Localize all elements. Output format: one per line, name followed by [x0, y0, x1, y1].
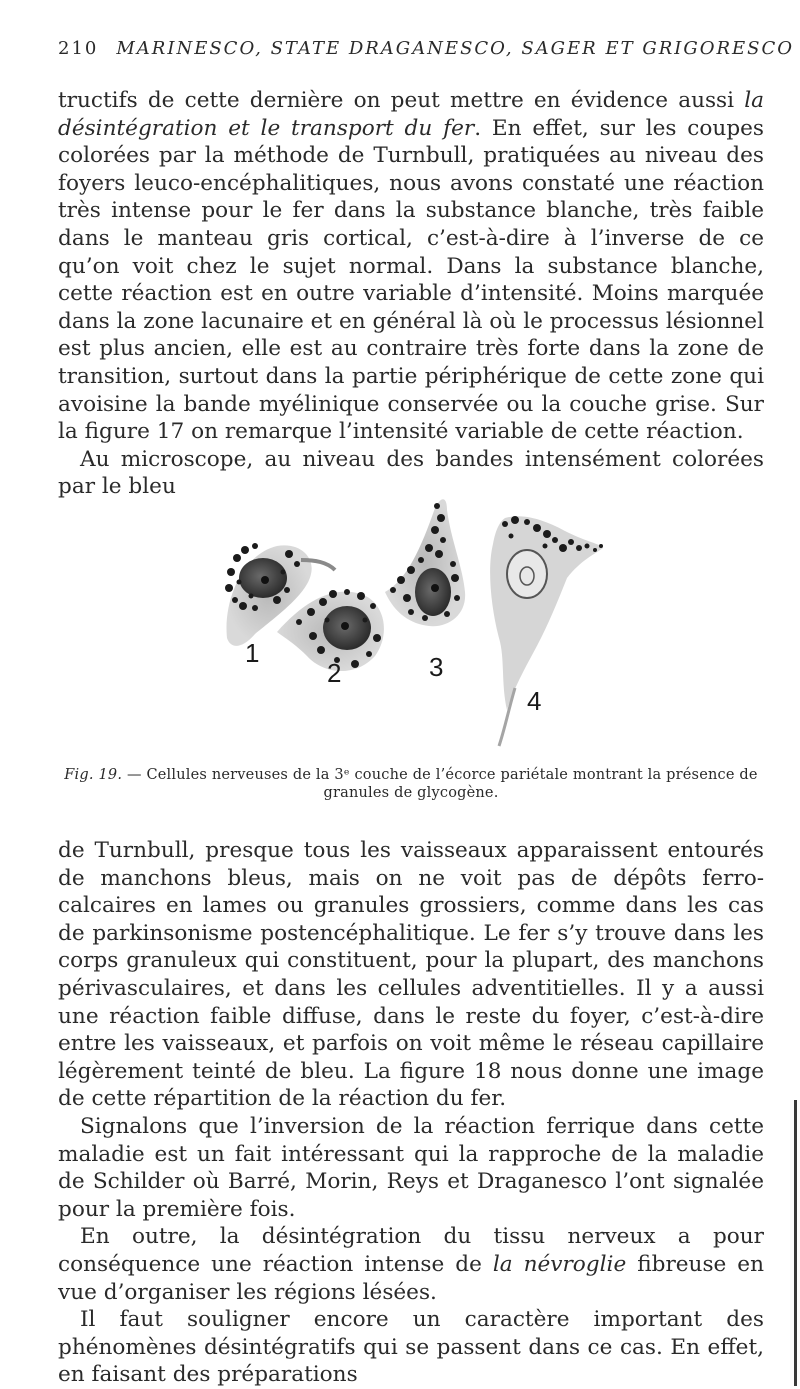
cell-label-3: 3: [429, 652, 444, 682]
cell-label-4: 4: [527, 686, 542, 716]
header-authors: MARINESCO, STATE DRAGANESCO, SAGER ET GRIGORESCO: [116, 38, 795, 59]
paragraph: de Turnbull, presque tous les vaisseaux apparaissent entourés de manchons bleus, mais on ne voit pas de dépôts ferro-calcaires en lames ou granules grossiers, comme dans les cas de parkinsonisme postencéphalitique. Le fer s’y trouve dans les corps granuleux qui constituent, pour la plupart, des manchons périvasculaires, et dans les cellules adventitielles. Il y a aussi une réaction faible diffuse, dans le reste du foyer, c’est-à-dire entre les vaisseaux, et parfois on voit même le réseau capillaire légèrement teinté de bleu. La figure 18 nous donne une image de cette répartition de la réaction du fer.: [58, 838, 764, 1112]
paragraph: Il faut souligner encore un caractère important des phénomènes désintégratifs qui se passent dans ce cas. En effet, en faisant des préparations: [58, 1307, 764, 1388]
cell-3-drawing: [385, 499, 465, 682]
paragraph: Signalons que l’inversion de la réaction ferrique dans cette maladie est un fait intéressant qui la rapproche de la maladie de Schilder où Barré, Morin, Reys et Draganesco l’ont signalée pour la première fois.: [58, 1113, 764, 1222]
emphasis: la névroglie: [492, 1251, 627, 1277]
paragraph: tructifs de cette dernière on peut mettre en évidence aussi la désintégration et le transport du fer. En effet, sur les coupes colorées par la méthode de Turnbull, pratiquées au niveau des foyers leuco-encéphalitiques, nous avons constaté une réaction très intense pour le fer dans la substance blanche, très faible dans le manteau gris cortical, c’est-à-dire à l’inverse de ce qu’on voit chez le sujet normal. Dans la substance blanche, cette réaction est en outre variable d’intensité. Moins marquée dans la zone lacunaire et en général là où le processus lésionnel est plus ancien, elle est au contraire très forte dans la zone de transition, surtout dans la partie périphérique de cette zone qui avoisine la bande myélinique conservée ou la couche grise. Sur la figure 17 on remarque l’intensité variable de cette réaction.: [58, 88, 764, 445]
caption-label: Fig. 19.: [64, 767, 123, 783]
page-number: 210: [58, 38, 99, 59]
page-edge-shadow: [794, 1100, 797, 1386]
cell-label-1: 1: [245, 638, 260, 668]
paragraph: En outre, la désintégration du tissu nerveux a pour conséquence une réaction intense de la névroglie fibreuse en vue d’organiser les régions lésées.: [58, 1224, 764, 1305]
running-header: [58, 38, 795, 59]
cell-illustration: [215, 488, 755, 750]
caption-text: — Cellules nerveuses de la 3ᵉ couche de l’écorce pariétale montrant la présence de granules de glycogène.: [122, 767, 758, 801]
cell-label-2: 2: [327, 658, 342, 688]
paragraph: Au microscope, au niveau des bandes intensément colorées par le bleu: [58, 446, 764, 500]
cell-4-drawing: [490, 516, 603, 746]
figure-19: [215, 488, 755, 750]
text-block-bottom: [58, 837, 764, 1389]
text-block-top: [58, 87, 764, 501]
figure-caption: [58, 766, 764, 802]
cell-2-drawing: [277, 589, 384, 688]
emphasis: la désintégration et le transport du fer: [58, 88, 764, 141]
